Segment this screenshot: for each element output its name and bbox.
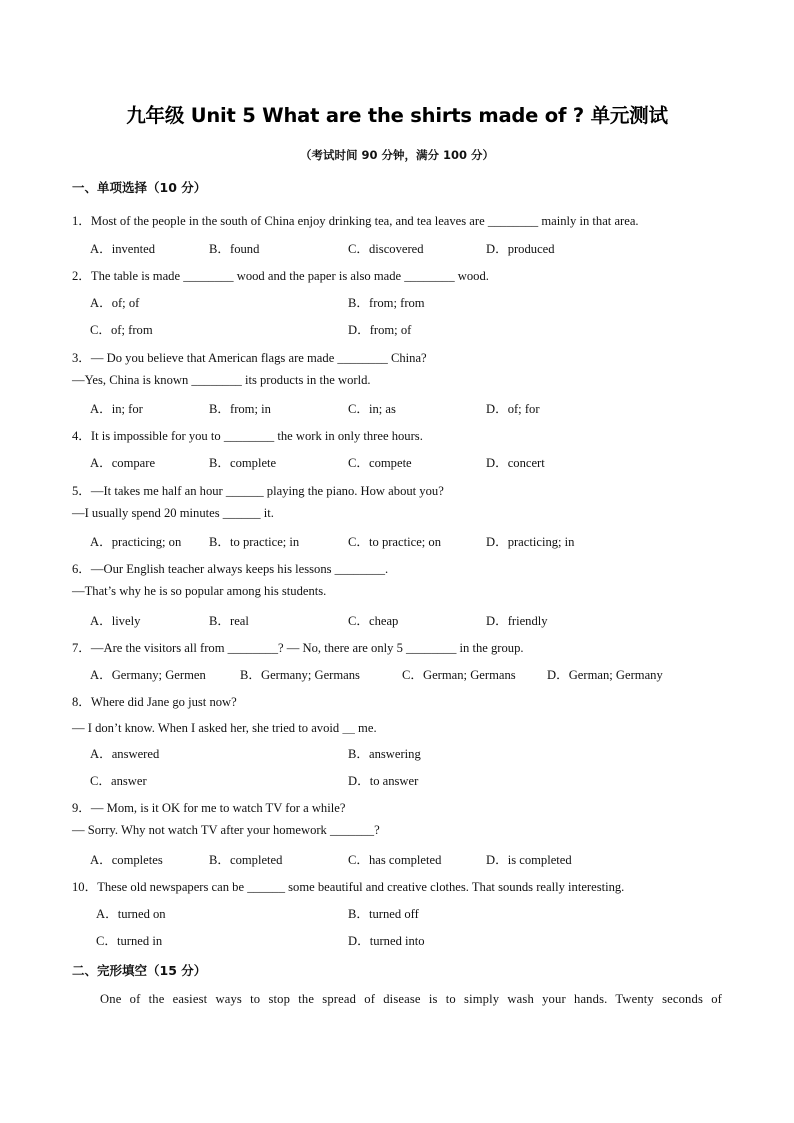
- option-b: B．real: [209, 614, 249, 628]
- option-c: C．compete: [348, 456, 412, 470]
- question-stem: 8．Where did Jane go just now?: [72, 695, 237, 709]
- option-b: B．from; in: [209, 402, 271, 416]
- option-d: D．friendly: [486, 614, 548, 628]
- option-c: C．of; from: [90, 323, 153, 337]
- question-dialogue: —I usually spend 20 minutes ______ it.: [72, 506, 274, 520]
- option-c: C．cheap: [348, 614, 399, 628]
- option-a: A．lively: [90, 614, 141, 628]
- section-heading-cloze: 二、完形填空（15 分）: [72, 963, 207, 978]
- option-a: A．practicing; on: [90, 535, 182, 549]
- option-d: D．German; Germany: [547, 668, 663, 682]
- question-stem: 1．Most of the people in the south of China enjoy drinking tea, and tea leaves are ________ mainly in that area.: [72, 214, 639, 228]
- option-b: B．completed: [209, 853, 283, 867]
- option-d: D．is completed: [486, 853, 572, 867]
- question-stem: 9．— Mom, is it OK for me to watch TV for a while?: [72, 801, 346, 815]
- option-a: A．invented: [90, 242, 156, 256]
- option-c: C．has completed: [348, 853, 442, 867]
- option-c: C．turned in: [96, 934, 163, 948]
- option-a: A．compare: [90, 456, 156, 470]
- option-b: B．to practice; in: [209, 535, 300, 549]
- section-heading-multiple-choice: 一、单项选择（10 分）: [72, 180, 207, 195]
- page-title: 九年级 Unit 5 What are the shirts made of ? 单元测试: [126, 104, 668, 127]
- option-b: B．found: [209, 242, 260, 256]
- question-stem: 10．These old newspapers can be ______ some beautiful and creative clothes. That sounds really interesting.: [72, 880, 625, 894]
- question-stem: 4．It is impossible for you to ________ the work in only three hours.: [72, 429, 423, 443]
- option-b: B．complete: [209, 456, 277, 470]
- option-a: A．of; of: [90, 296, 140, 310]
- question-stem: 7．—Are the visitors all from ________? — No, there are only 5 ________ in the group.: [72, 641, 524, 655]
- question-stem: 3．— Do you believe that American flags are made ________ China?: [72, 351, 427, 365]
- question-dialogue: — I don’t know. When I asked her, she tried to avoid ＿ me.: [72, 721, 377, 735]
- question-stem: 5．—It takes me half an hour ______ playing the piano. How about you?: [72, 484, 444, 498]
- exam-info: （考试时间 90 分钟，满分 100 分）: [299, 148, 495, 162]
- option-d: D．of; for: [486, 402, 540, 416]
- option-a: A．answered: [90, 747, 160, 761]
- question-stem: 2．The table is made ________ wood and the paper is also made ________ wood.: [72, 269, 489, 283]
- option-c: C．answer: [90, 774, 147, 788]
- option-d: D．concert: [486, 456, 545, 470]
- option-c: C．discovered: [348, 242, 424, 256]
- option-a: A．Germany; Germen: [90, 668, 206, 682]
- option-a: A．completes: [90, 853, 163, 867]
- cloze-passage: One of the easiest ways to stop the spread of disease is to simply wash your hands. Twenty seconds of: [100, 992, 722, 1006]
- option-b: B．Germany; Germans: [240, 668, 360, 682]
- question-dialogue: — Sorry. Why not watch TV after your homework _______?: [72, 823, 380, 837]
- option-d: D．practicing; in: [486, 535, 575, 549]
- option-d: D．produced: [486, 242, 555, 256]
- option-c: C．to practice; on: [348, 535, 442, 549]
- question-dialogue: —That’s why he is so popular among his students.: [72, 584, 327, 598]
- question-stem: 6．—Our English teacher always keeps his lessons ________.: [72, 562, 389, 576]
- option-a: A．turned on: [96, 907, 166, 921]
- option-c: C．German; Germans: [402, 668, 516, 682]
- option-b: B．answering: [348, 747, 421, 761]
- option-b: B．turned off: [348, 907, 419, 921]
- option-d: D．to answer: [348, 774, 419, 788]
- option-b: B．from; from: [348, 296, 425, 310]
- option-c: C．in; as: [348, 402, 396, 416]
- option-d: D．turned into: [348, 934, 425, 948]
- question-dialogue: —Yes, China is known ________ its products in the world.: [72, 373, 371, 387]
- option-d: D．from; of: [348, 323, 412, 337]
- option-a: A．in; for: [90, 402, 143, 416]
